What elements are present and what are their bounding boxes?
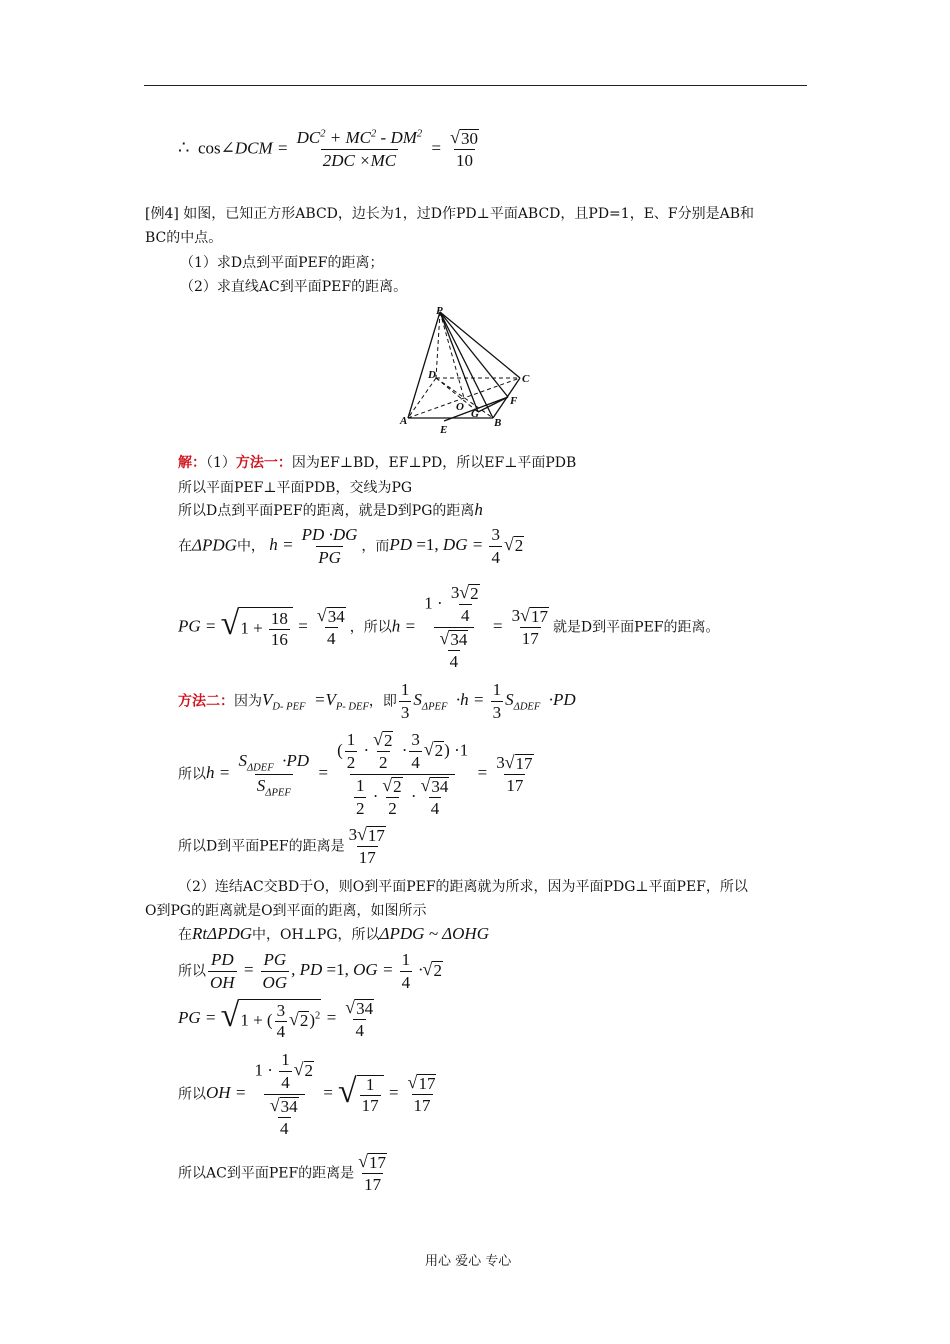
p2-so2-text: 所以 xyxy=(178,1086,206,1103)
part-2-similar: 在RtΔPDG中，OH⊥PG，所以ΔPDG ~ ΔOHG xyxy=(178,924,489,943)
method-2-label: 方法二： xyxy=(178,693,234,710)
part-2-result: 所以AC到平面PEF的距离是 √ 17 17 xyxy=(178,1151,386,1194)
p2-in-text: 在 xyxy=(178,927,192,943)
label-e: E xyxy=(440,424,448,436)
plane-perp-line: 所以平面PEF⊥平面PDB，交线为PG xyxy=(178,480,413,496)
method-1-text: 因为EF⊥BD，EF⊥PD，所以EF⊥平面PDB xyxy=(291,455,577,471)
label-f: F xyxy=(510,395,518,407)
h-symbol: h xyxy=(474,500,483,519)
pyramid-figure xyxy=(398,300,538,440)
method-2-line: 方法二：因为$V_{D- PEF} =V_{P- DEF}$，即 $\frac{1}{3}$ $S_{\Delta PEF} \cdot h$ = $\frac{1}{3}$ $S_{\Delta DEF} \cdot PD$ xyxy=(178,680,576,722)
and-text: ，而 xyxy=(361,538,390,555)
part-2-pg: PG = √ 1 + ( $\frac{3}{4}$ √ 2 )$^2$ = √ 34 4 xyxy=(178,996,374,1041)
because-text: 因为 xyxy=(234,693,262,710)
part-2-line-2: O到PG的距离就是O到平面的距离，如图所示 xyxy=(145,903,427,919)
distance-line xyxy=(178,500,483,520)
so-h2-text: 所以 xyxy=(178,766,206,783)
solution-line-1 xyxy=(178,452,576,472)
label-c: C xyxy=(522,373,530,385)
method-1-label: 方法一： xyxy=(235,455,292,471)
solution-label: 解： xyxy=(178,455,206,471)
formula-pg-h: PG = √ 1 + $\frac{18}{16}$ = √ 34 4 ，所以h = 1 · 3 √ 2 4 √ 34 4 = 3 √ 17 17 就是D到平面PEF的距离。 xyxy=(178,582,720,671)
formula-h-triangle: 在ΔPDG中， h = $\frac{PD \cdot DG}{PG}$ ，而PD =1, DG = $\frac{3}{4}$ √ 2 xyxy=(178,525,524,567)
header-rule xyxy=(144,85,807,86)
p2-mid-text: 中，OH⊥PG，所以 xyxy=(252,927,380,943)
in-text: 在 xyxy=(178,538,192,555)
distance-text: 所以D点到平面PEF的距离，就是D到PG的距离 xyxy=(178,503,475,519)
mid-text: 中， xyxy=(236,538,265,555)
question-1: （1）求D点到平面PEF的距离； xyxy=(180,255,384,271)
formula-h-volume: 所以h = $\frac{S_{\Delta DEF} \cdot PD}{S_{\Delta PEF}}$ = ( $\frac{1}{2}$ · √ 2 2 · $\frac{3}{4}$ √ 2 ) ·1 $\frac{1}{2}$ · √ 2 2 · √ 34 4 = 3 √ 17 17 xyxy=(178,729,533,818)
label-d: D xyxy=(428,369,436,381)
p2-so-text: 所以 xyxy=(178,963,206,980)
method-2-result: 所以D到平面PEF的距离是 3 √ 17 17 xyxy=(178,824,385,867)
label-b: B xyxy=(494,417,502,429)
example-4-heading-cont: BC的中点。 xyxy=(145,230,223,246)
part-1-label: （1） xyxy=(206,455,236,471)
example-4-heading: [例4] 如图，已知正方形ABCD，边长为1，过D作PD⊥平面ABCD，且PD=1，E、F分别是AB和 xyxy=(145,206,755,222)
part-2-ratio: 所以 $\frac{PD}{OH}$ = $\frac{PG}{OG}$ , PD =1, OG = $\frac{1}{4}$ · √ 2 xyxy=(178,950,442,992)
p2-result-text: 所以AC到平面PEF的距离是 xyxy=(178,1165,355,1182)
label-a: A xyxy=(400,415,408,427)
label-o: O xyxy=(456,401,464,413)
formula-cos-dcm: ∴ cos∠DCM = $\frac{DC^2 + MC^2 - DM^2}{2DC \times MC}$ = √ 30 10 xyxy=(178,127,478,170)
part-2-line-1: （2）连结AC交BD于O，则O到平面PEF的距离就为所求，因为平面PDG⊥平面PEF，所以 xyxy=(178,879,748,895)
ie-text: ，即 xyxy=(368,693,397,710)
page-footer: 用心 爱心 专心 xyxy=(425,1254,512,1269)
part-2-oh: 所以OH = 1 · $\frac{1}{4}$ √ 2 √ 34 4 = √ $\frac{1}{17}$ = √ 17 17 xyxy=(178,1050,436,1138)
m2-result-text: 所以D到平面PEF的距离是 xyxy=(178,838,345,855)
is-distance-text: 就是D到平面PEF的距离。 xyxy=(552,619,720,636)
label-p: P xyxy=(436,305,443,317)
so-h-text: ，所以 xyxy=(349,619,392,636)
label-g: G xyxy=(471,408,479,420)
question-2: （2）求直线AC到平面PEF的距离。 xyxy=(180,279,408,295)
